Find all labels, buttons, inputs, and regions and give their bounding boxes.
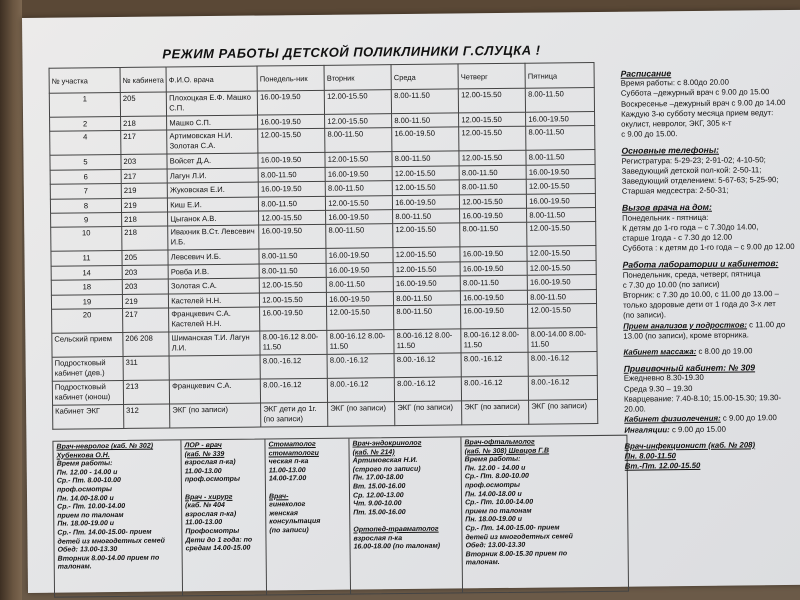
cell-doctor: Войсет Д.А. — [167, 153, 258, 168]
specialist-line: 11.00-13.00 — [184, 467, 222, 476]
cell-cabinet: 217 — [123, 308, 169, 332]
info-line: Каждую 3-ю субботу месяца прием ведут: — [620, 107, 774, 119]
physio-time: с 9.00 до 19.00 — [722, 413, 777, 423]
cell-thursday: 8.00-16.12 8.00-11.50 — [461, 328, 528, 353]
info-line: Воскресенье –дежурный врач с 9.00 до 14.00 — [620, 97, 786, 109]
info-line: Ежедневно 8.30-19.30 — [623, 373, 704, 384]
cell-friday: 12.00-15.50 — [527, 260, 596, 275]
dentist-gynecologist-box — [265, 439, 351, 595]
phones-heading: Основные телефоны: — [621, 145, 720, 157]
cell-thursday: 12.00-15.50 — [459, 112, 526, 127]
cell-monday: ЭКГ дети до 1г. (по записи) — [261, 402, 328, 427]
cell-cabinet: 203 — [121, 154, 167, 169]
specialist-line: Врач-офтальмолог — [464, 438, 535, 447]
cell-doctor: Шиманская Т.И. Лагун Л.И. — [169, 331, 260, 356]
cell-wednesday: 12.00-15.50 — [392, 180, 459, 195]
col-header-friday: Пятница — [525, 63, 594, 89]
cell-wednesday: 8.00-11.50 — [394, 305, 461, 330]
specialist-line: Пн. 14.00-18.00 и — [464, 490, 522, 498]
cell-tuesday: 12.00-15.50 — [326, 195, 393, 210]
cell-monday: 16.00-19.50 — [258, 182, 325, 197]
cell-tuesday: 8.00.-16.12 — [328, 378, 395, 403]
cell-doctor: Артимовская Н.И. Золотая С.А. — [167, 129, 258, 154]
cell-wednesday: ЭКГ (по записи) — [395, 401, 462, 426]
cell-wednesday: 8.00.-16.12 — [394, 353, 461, 378]
specialist-line: взрослая п-ка — [353, 534, 403, 543]
cell-tuesday: 16.00-19.50 — [325, 166, 392, 181]
cell-thursday: 16.00-19.50 — [460, 247, 527, 262]
cell-doctor: ЭКГ (по записи) — [170, 403, 261, 428]
specialist-line: Время работы: — [464, 455, 521, 464]
inhalation-time: с 9.00 до 15.00 — [671, 424, 726, 434]
cell-thursday: 12.00-15.50 — [459, 127, 526, 152]
col-header-wednesday: Среда — [391, 64, 458, 90]
physio-heading: Кабинет физиолечения: — [624, 414, 721, 425]
specialist-line: Пт. 15.00-16.00 — [353, 508, 406, 517]
cell-district: Подростковый кабинет (дев.) — [52, 356, 123, 381]
cell-friday: ЭКГ (по записи) — [529, 399, 598, 424]
specialist-line: Ср. 12.00-13.00 — [352, 491, 404, 500]
specialist-line: Профосмотры — [185, 527, 240, 536]
cell-monday: 8.00-16.12 8.00-11.50 — [260, 330, 327, 355]
col-header-thursday: Четверг — [458, 63, 525, 89]
cell-friday: 8.00-11.50 — [526, 126, 595, 151]
cell-tuesday: 8.00-11.50 — [325, 128, 392, 153]
cell-wednesday: 8.00-11.50 — [391, 89, 458, 114]
specialist-line: (каб. № 214) — [352, 448, 395, 457]
cell-thursday: 8.00.-16.12 — [462, 376, 529, 401]
cell-wednesday: 12.00-15.50 — [392, 166, 459, 181]
specialist-line: проф.осмотры — [56, 486, 113, 494]
cell-monday: 12.00-15.50 — [258, 129, 325, 154]
cell-wednesday: 8.00-11.50 — [392, 113, 459, 128]
specialist-line: консультация — [269, 518, 321, 526]
specialist-line: Хубенкова О.Н. — [56, 451, 110, 460]
cell-cabinet: 312 — [124, 404, 170, 428]
cell-cabinet: 217 — [121, 130, 167, 154]
cell-monday: 8.00-11.50 — [259, 249, 326, 264]
cell-monday: 16.00-19.50 — [258, 114, 325, 129]
cell-cabinet: 205 — [122, 250, 168, 265]
cell-tuesday: 8.00-11.50 — [326, 224, 393, 249]
schedule-heading: Расписание — [620, 68, 672, 79]
cell-district: 8 — [50, 198, 121, 213]
info-line: с 9.00 до 15.00. — [621, 129, 678, 139]
cell-district: Сельский прием — [52, 332, 123, 357]
specialist-line: 11.00-13.00 — [185, 519, 223, 527]
specialist-line: прием по талонам — [57, 511, 124, 520]
info-line: окулист, невролог, ЭКГ, 305 к-т — [621, 118, 732, 129]
schedule-sheet — [22, 10, 800, 593]
cell-cabinet: 219 — [122, 293, 168, 308]
cell-doctor: Францкевич С.А. Кастелей Н.Н. — [169, 307, 260, 332]
cell-tuesday: ЭКГ (по записи) — [328, 402, 395, 427]
cell-friday: 8.00-11.50 — [527, 207, 596, 222]
cell-tuesday: 12.00-15.50 — [325, 114, 392, 129]
specialist-line: Пн. 14.00-18.00 и — [56, 494, 114, 503]
specialist-line: (по записи) — [269, 526, 309, 535]
info-line: Кварцевание: 7.40-8.10; 15.00-15.30; 19.30- — [623, 392, 782, 404]
col-header-doctor: Ф.И.О. врача — [166, 66, 257, 92]
info-line: только здоровые дети от 1 года до 3-х лет — [622, 299, 776, 310]
vaccination-heading: Прививочный кабинет: № 309 — [623, 362, 756, 374]
specialist-line: Пн. 12.00 - 14.00 и — [56, 468, 118, 477]
cell-friday: 16.00-19.50 — [526, 164, 595, 179]
endocrinologist-box — [349, 437, 463, 593]
specialist-line: ческая п-ка — [268, 458, 309, 466]
infectionist-heading: Врач-инфекционист (каб. № 208) — [624, 440, 756, 451]
cell-friday: 12.00-15.50 — [526, 179, 595, 194]
specialist-line: детей из многодетных семей — [57, 537, 165, 546]
specialist-line: талонам. — [465, 559, 500, 567]
cell-district: 14 — [51, 265, 122, 280]
cell-district: 9 — [51, 212, 122, 227]
cell-cabinet: 205 — [120, 92, 166, 116]
cell-cabinet: 311 — [123, 356, 169, 380]
cell-friday: 8.00-11.50 — [526, 150, 595, 165]
cell-friday: 16.00-19.50 — [527, 275, 596, 290]
cell-monday: 16.00-19.50 — [259, 225, 326, 250]
specialist-line: Пн. 12.00 - 14.00 и — [464, 464, 526, 473]
info-line: Среда 9.30 – 19.30 — [623, 383, 693, 394]
ent-surgeon-box — [181, 439, 267, 595]
schedule-lines — [621, 77, 800, 140]
cell-district: 11 — [51, 251, 122, 266]
cell-cabinet: 219 — [121, 183, 167, 198]
info-line: Время работы: с 8.00до 20.00 — [620, 77, 730, 88]
specialist-line: Врач-эндокринолог — [352, 439, 422, 448]
specialist-line: Пн. 18.00-19.00 и — [57, 520, 115, 529]
specialist-line: стоматологи — [268, 449, 319, 458]
cell-friday: 8.00-11.50 — [525, 88, 594, 113]
specialist-line: 14.00-17.00 — [268, 475, 307, 483]
teen-analysis-heading: Прием анализов у подростков: — [623, 320, 747, 331]
cell-district: 19 — [51, 294, 122, 309]
cell-thursday: 12.00-15.50 — [458, 88, 525, 113]
cell-doctor: Жуковская Е.И. — [167, 182, 258, 197]
cell-monday: 8.00-11.50 — [259, 263, 326, 278]
cell-thursday: 12.00-15.50 — [459, 151, 526, 166]
home-call-heading: Вызов врача на дом: — [621, 202, 712, 214]
inhalation-heading: Ингаляции: — [624, 424, 670, 435]
specialist-line: прием по талонам — [465, 507, 532, 516]
info-line: Старшая медсестра: 2-50-31; — [621, 185, 729, 196]
cell-monday: 16.00-19.50 — [260, 306, 327, 331]
cell-tuesday: 12.00-15.50 — [327, 306, 394, 331]
cell-doctor — [169, 355, 260, 380]
specialist-line: Обед: 13.00-13.30 — [57, 546, 118, 554]
specialist-line: средам 14.00-15.00 — [185, 544, 251, 553]
specialist-line: Ср.- Пт. 14.00-15.00- прием — [465, 524, 560, 533]
specialist-line: Ср.- Пт. 8.00-10.00 — [464, 473, 529, 481]
cell-friday: 8.00.-16.12 — [528, 351, 597, 376]
vaccination-lines — [624, 372, 800, 415]
cell-friday: 12.00-15.50 — [528, 303, 597, 328]
cell-district: 2 — [50, 116, 121, 131]
info-line: Понедельник, среда, четверг, пятница — [622, 268, 761, 280]
specialist-line: (каб. № 308) Шевцов Г.В — [464, 447, 550, 455]
specialist-line: Обед: 13.00-13.30 — [465, 541, 526, 550]
info-line: К детям до 1-го года – с 7.30до 14.00, — [622, 222, 759, 233]
cell-tuesday: 12.00-15.50 — [324, 90, 391, 115]
infectionist-lines — [625, 450, 800, 472]
cell-thursday: 8.00.-16.12 — [461, 352, 528, 377]
specialist-line: Дети до 1 года: по — [185, 536, 253, 544]
cell-thursday: 8.00-11.50 — [460, 275, 527, 290]
cell-wednesday: 12.00-15.50 — [393, 223, 460, 248]
cell-friday: 8.00.-16.12 — [528, 375, 597, 400]
cell-tuesday: 12.00-15.50 — [325, 152, 392, 167]
right-info-panel — [621, 67, 800, 472]
cell-district: 20 — [52, 308, 123, 333]
specialist-line: Ср.- Пт. 10.00-14.00 — [465, 498, 534, 507]
cell-tuesday: 8.00.-16.12 — [327, 354, 394, 379]
cell-doctor: Киш Е.И. — [168, 197, 259, 212]
info-line: Суббота : к детям до 1-го года – с 9.00 до 12.00 — [622, 242, 795, 253]
cell-monday: 12.00-15.50 — [259, 210, 326, 225]
info-line: Вторник: с 7.30 до 10.00, с 11.00 до 13.00 – — [622, 289, 780, 300]
schedule-table — [49, 62, 599, 430]
specialist-line: 16.00-18.00 (по талонам) — [353, 542, 441, 551]
cell-tuesday: 8.00-16.12 8.00-11.50 — [327, 330, 394, 355]
ophthalmologist-box — [461, 436, 628, 593]
cell-friday: 8.00-11.50 — [528, 289, 597, 304]
cell-district: 10 — [51, 227, 122, 252]
teen-analysis-time: с 11.00 до — [749, 319, 786, 330]
cell-monday: 8.00.-16.12 — [260, 354, 327, 379]
inhalation-line — [624, 423, 800, 435]
cell-doctor: Плохоцкая Е.Ф. Машко С.П. — [167, 91, 258, 116]
specialist-line: Вт. 15.00-16.00 — [352, 482, 406, 491]
cell-district: 5 — [50, 155, 121, 170]
cell-doctor: Машко С.П. — [167, 115, 258, 130]
cell-doctor: Ровба И.В. — [168, 264, 259, 279]
specialist-line: Пн. 17.00-18.00 — [352, 474, 404, 482]
cell-cabinet: 203 — [122, 279, 168, 294]
cell-wednesday: 12.00-15.50 — [393, 262, 460, 277]
cell-wednesday: 8.00-11.50 — [394, 290, 461, 305]
massage-time: с 8.00 до 19.00 — [698, 346, 753, 357]
cell-district: Кабинет ЭКГ — [53, 404, 124, 429]
col-header-monday: Понедель-ник — [257, 65, 324, 91]
cell-tuesday: 16.00-19.50 — [326, 248, 393, 263]
specialist-line: ЛОР - врач — [184, 441, 222, 450]
cell-tuesday: 16.00-19.50 — [327, 291, 394, 306]
cell-thursday: 16.00-19.50 — [460, 261, 527, 276]
cell-monday: 8.00-11.50 — [258, 167, 325, 182]
lab-heading: Работа лаборатории и кабинетов: — [622, 258, 779, 271]
cell-district: Подростковый кабинет (юнош) — [52, 380, 123, 405]
col-header-tuesday: Вторник — [324, 65, 391, 91]
info-line: Регистратура: 5-29-23; 2-91-02; 4-10-50; — [621, 154, 766, 166]
cell-district: 6 — [50, 169, 121, 184]
cell-cabinet: 217 — [121, 169, 167, 184]
cell-monday: 16.00-19.50 — [257, 90, 324, 115]
specialist-line: Врач- — [268, 492, 289, 501]
cell-thursday: ЭКГ (по записи) — [462, 400, 529, 425]
special-table-row — [53, 399, 598, 429]
specialist-line: 11.00-13.00 — [268, 466, 306, 475]
col-header-district: № участка — [49, 67, 120, 93]
cell-wednesday: 16.00-19.50 — [393, 194, 460, 209]
cell-wednesday: 8.00-16.12 8.00-11.50 — [394, 329, 461, 354]
cell-monday: 8.00.-16.12 — [261, 378, 328, 403]
massage-line — [623, 346, 800, 358]
cell-cabinet: 206 208 — [123, 332, 169, 356]
info-line: Понедельник - пятница: — [622, 212, 709, 223]
info-line: Пн. 8.00-11.50 — [624, 451, 677, 461]
cell-doctor: Францкевич С.А. — [170, 379, 261, 404]
cell-doctor: Золотая С.А. — [168, 278, 259, 293]
cell-thursday: 12.00-15.50 — [460, 194, 527, 209]
cell-thursday: 8.00-11.50 — [459, 179, 526, 194]
cell-wednesday: 12.00-15.50 — [393, 247, 460, 262]
neurologist-box — [53, 440, 183, 596]
specialist-line: талонам. — [57, 563, 92, 571]
cell-wednesday: 8.00-11.50 — [393, 209, 460, 224]
cell-cabinet: 213 — [123, 380, 169, 404]
specialist-line: Ср.- Пт. 14.00-15.00- прием — [57, 528, 152, 537]
cell-wednesday: 8.00.-16.12 — [395, 377, 462, 402]
cell-tuesday: 8.00-11.50 — [325, 181, 392, 196]
massage-heading: Кабинет массажа: — [623, 347, 697, 357]
page-title: РЕЖИМ РАБОТЫ ДЕТСКОЙ ПОЛИКЛИНИКИ Г.СЛУЦКА ! — [162, 42, 541, 62]
cell-thursday: 8.00-11.50 — [459, 165, 526, 180]
cell-doctor: Лагун Л.И. — [167, 168, 258, 183]
cell-tuesday: 16.00-19.50 — [326, 210, 393, 225]
specialist-line: Артимовская Н.И. — [352, 457, 418, 465]
cell-cabinet: 218 — [121, 116, 167, 131]
phones-lines — [621, 154, 800, 197]
specialist-line: женская — [269, 509, 299, 518]
cell-district: 4 — [50, 131, 121, 156]
specialist-line: проф.осмотры — [184, 476, 240, 484]
cell-thursday: 8.00-11.50 — [460, 223, 527, 248]
teen-analysis-line-2: 13.00 (по записи), кроме вторника. — [623, 330, 749, 341]
cell-wednesday: 8.00-11.50 — [392, 151, 459, 166]
specialist-line: Ортопед-травматолог — [353, 525, 439, 534]
cell-tuesday: 16.00-19.50 — [326, 262, 393, 277]
specialist-line: Врач-невролог (каб. № 302) — [56, 442, 154, 451]
cell-thursday: 16.00-19.50 — [461, 304, 528, 329]
info-line: старше 1года - с 7.30 до 12.00 — [622, 232, 733, 243]
cell-friday: 12.00-15.50 — [527, 246, 596, 261]
specialist-line: детей из многодетных семей — [465, 532, 573, 541]
specialists-block — [52, 435, 629, 598]
specialist-line: Ср.- Пт. 10.00-14.00 — [57, 503, 126, 511]
cell-cabinet: 218 — [122, 212, 168, 227]
info-line: Заведующий детской пол-кой: 2-50-11; — [621, 165, 762, 176]
specialist-line: Чт. 9.00-10.00 — [353, 500, 402, 508]
info-line: 20.00. — [624, 404, 646, 414]
cell-thursday: 16.00-19.50 — [461, 290, 528, 305]
cell-wednesday: 16.00-19.50 — [392, 127, 459, 152]
specialist-line: (каб. № 404 — [185, 502, 225, 510]
cell-friday: 8.00-14.00 8.00-11.50 — [528, 327, 597, 352]
cell-doctor: Ивахник В.Ст. Левсевич И.Б. — [168, 225, 259, 250]
specialist-line: Вторник 8.00-14.00 прием по — [57, 554, 160, 563]
cell-friday: 16.00-19.50 — [527, 193, 596, 208]
cell-wednesday: 16.00-19.50 — [393, 276, 460, 291]
cell-cabinet: 219 — [121, 198, 167, 213]
lab-lines — [623, 268, 800, 321]
info-line: Заведующий отделением: 5-67-63; 5-25-90; — [621, 175, 779, 186]
cell-friday: 12.00-15.50 — [527, 222, 596, 247]
specialist-line: Ср.- Пт. 8.00-10.00 — [56, 477, 121, 486]
specialist-line: гинеколог — [269, 501, 306, 509]
specialist-line: Врач - хирург — [184, 493, 233, 501]
specialist-line: (каб. № 339 — [184, 450, 225, 458]
specialist-line: проф.осмотры — [464, 481, 521, 490]
specialist-line: Стоматолог — [268, 440, 316, 449]
cell-doctor: Левсевич И.Б. — [168, 249, 259, 264]
specialist-line: Вторник 8.00-15.30 прием по — [465, 550, 568, 559]
cell-doctor: Цыганок А.В. — [168, 211, 259, 226]
info-line: Суббота –дежурный врач с 9.00 до 15.00 — [620, 87, 770, 99]
info-line: (по записи). — [623, 310, 667, 321]
specialist-line: Пн. 18.00-19.00 и — [465, 516, 523, 524]
cell-tuesday: 8.00-11.50 — [326, 277, 393, 292]
info-line: Вт.-Пт. 12.00-15.50 — [624, 461, 701, 471]
cell-cabinet: 218 — [122, 226, 168, 250]
specialist-line: взрослая п-ка) — [185, 510, 237, 519]
cell-doctor: Кастелей Н.Н. — [169, 293, 260, 308]
specialist-line: (строго по записи) — [352, 465, 421, 474]
cell-friday: 16.00-19.50 — [526, 112, 595, 127]
cell-monday: 12.00-15.50 — [260, 292, 327, 307]
cell-monday: 8.00-11.50 — [259, 196, 326, 211]
cell-district: 7 — [50, 184, 121, 199]
home-call-lines — [622, 211, 800, 254]
specialist-line: Время работы: — [56, 460, 113, 468]
cell-district: 18 — [51, 280, 122, 295]
cell-district: 1 — [49, 92, 120, 117]
cell-monday: 12.00-15.50 — [259, 277, 326, 292]
cell-cabinet: 203 — [122, 265, 168, 280]
info-line: с 7.30 до 10.00 (по записи) — [622, 279, 720, 290]
col-header-cabinet: № кабинета — [120, 67, 166, 92]
specialist-line: взрослая п-ка) — [184, 458, 236, 467]
cell-thursday: 16.00-19.50 — [460, 208, 527, 223]
wood-background-left — [0, 0, 22, 600]
cell-monday: 16.00-19.50 — [258, 153, 325, 168]
